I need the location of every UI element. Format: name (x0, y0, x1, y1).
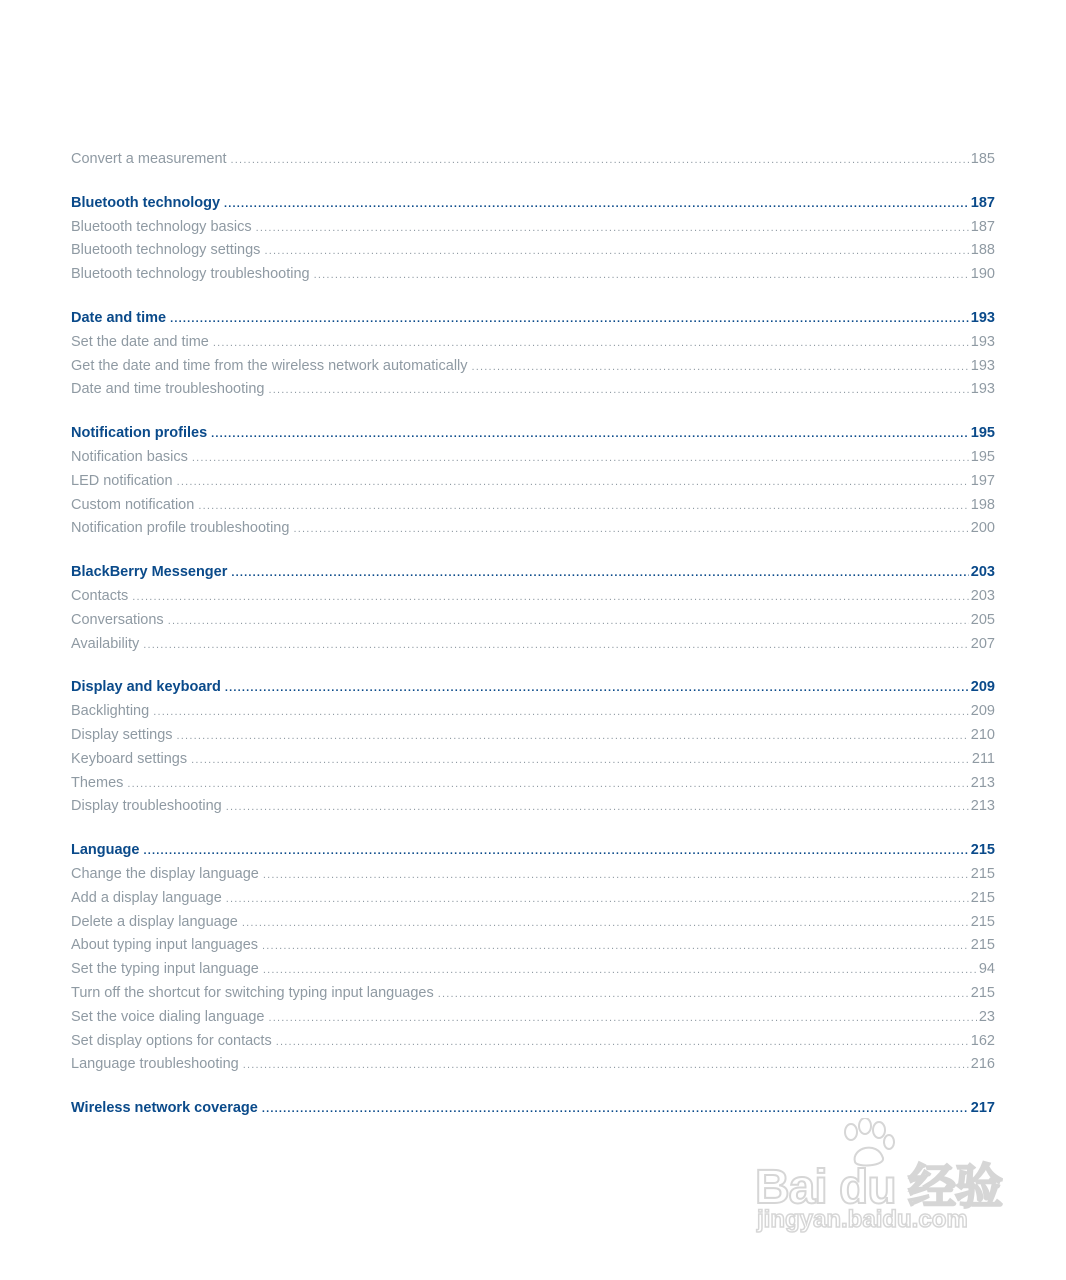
page-number: 200 (970, 520, 995, 537)
page-number: 205 (970, 611, 995, 628)
toc-section (71, 422, 995, 541)
toc-section (71, 561, 995, 656)
toc-entry[interactable] (71, 1053, 995, 1077)
page-number: 185 (970, 151, 995, 167)
dot-leader (153, 701, 969, 725)
toc-heading[interactable] (71, 422, 995, 446)
dot-leader (262, 935, 969, 959)
page-number: 215 (970, 842, 995, 859)
dot-leader (192, 447, 969, 471)
toc-entry-title: LED notification (71, 472, 173, 489)
page-number: 203 (970, 564, 995, 581)
toc-entry[interactable] (71, 1006, 995, 1030)
page-number: 190 (970, 266, 995, 283)
toc-entry[interactable] (71, 700, 995, 724)
dot-leader (276, 1031, 969, 1055)
page-number: 210 (970, 726, 995, 743)
table-of-contents (71, 148, 995, 1141)
toc-entry[interactable] (71, 934, 995, 958)
toc-heading[interactable] (71, 561, 995, 585)
toc-entry-title: Change the display language (71, 865, 259, 882)
toc-entry[interactable] (71, 216, 995, 240)
page-number: 187 (970, 194, 995, 211)
toc-heading-title: Language (71, 842, 140, 859)
dot-leader (143, 840, 968, 864)
toc-entry-title: Notification basics (71, 448, 188, 465)
dot-leader (264, 240, 968, 264)
toc-entry[interactable] (71, 982, 995, 1006)
toc-entry-title: Set the date and time (71, 333, 209, 350)
toc-entry-title: Bluetooth technology troubleshooting (71, 266, 310, 283)
page-number: 215 (970, 889, 995, 906)
dot-leader (225, 677, 969, 701)
toc-entry[interactable] (71, 585, 995, 609)
dot-leader (293, 518, 968, 542)
dot-leader (177, 471, 969, 495)
page-number: 211 (971, 750, 995, 767)
page-number: 215 (970, 937, 995, 954)
dot-leader (231, 562, 968, 586)
page-number: 207 (970, 635, 995, 652)
toc-entry-title: Add a display language (71, 889, 222, 906)
dot-leader (127, 773, 968, 797)
toc-entry-title: Date and time troubleshooting (71, 381, 265, 398)
dot-leader (226, 796, 969, 820)
toc-entry-title: Set the typing input language (71, 961, 259, 978)
watermark-url: jingyan.baidu.com (757, 1206, 968, 1233)
toc-entry-title: Delete a display language (71, 913, 238, 930)
toc-entry[interactable] (71, 517, 995, 541)
page-number: 193 (970, 333, 995, 350)
dot-leader (256, 217, 969, 241)
dot-leader (314, 264, 969, 288)
toc-entry-title: Bluetooth technology settings (71, 242, 261, 259)
page-number: 195 (970, 448, 995, 465)
toc-entry-title: Keyboard settings (71, 750, 188, 767)
page-number: 203 (970, 587, 995, 604)
toc-entry-title: Convert a measurement (71, 151, 227, 167)
toc-entry-title: Backlighting (71, 703, 150, 720)
dot-leader (438, 983, 969, 1007)
toc-heading-title: Display and keyboard (71, 679, 221, 696)
toc-entry-title: Set display options for contacts (71, 1032, 272, 1049)
dot-leader (263, 959, 977, 983)
page-number: 193 (970, 309, 995, 326)
toc-entry[interactable] (71, 239, 995, 263)
toc-entry[interactable] (71, 148, 995, 172)
page-number: 188 (970, 242, 995, 259)
page-number: 209 (970, 703, 995, 720)
toc-entry[interactable] (71, 263, 995, 287)
toc-heading-title: BlackBerry Messenger (71, 564, 228, 581)
dot-leader (177, 725, 969, 749)
page-number: 198 (970, 496, 995, 513)
page-number: 215 (970, 913, 995, 930)
dot-leader (263, 864, 969, 888)
dot-leader (268, 379, 968, 403)
toc-entry-title: About typing input languages (71, 937, 259, 954)
page-number: 213 (970, 774, 995, 791)
toc-entry[interactable] (71, 331, 995, 355)
toc-heading[interactable] (71, 307, 995, 331)
toc-heading[interactable] (71, 676, 995, 700)
dot-leader (472, 356, 969, 380)
page-number: 215 (970, 865, 995, 882)
dot-leader (191, 749, 970, 773)
toc-entry-title: Get the date and time from the wireless network automatically (71, 357, 468, 374)
toc-entry[interactable] (71, 1030, 995, 1054)
dot-leader (198, 495, 968, 519)
toc-entry[interactable] (71, 887, 995, 911)
toc-entry[interactable] (71, 958, 995, 982)
toc-entry[interactable] (71, 470, 995, 494)
toc-entry-title: Contacts (71, 587, 129, 604)
toc-entry[interactable] (71, 911, 995, 935)
dot-leader (226, 888, 969, 912)
dot-leader (211, 423, 969, 447)
toc-heading-title: Bluetooth technology (71, 194, 221, 211)
toc-section (71, 839, 995, 1077)
toc-entry-title: Themes (71, 774, 124, 791)
toc-entry[interactable] (71, 795, 995, 819)
dot-leader (170, 308, 969, 332)
toc-heading-title: Wireless network coverage (71, 1100, 258, 1117)
page-number: 162 (970, 1032, 995, 1049)
dot-leader (213, 332, 969, 356)
toc-section (71, 148, 995, 172)
page-number: 216 (970, 1056, 995, 1073)
toc-section (71, 307, 995, 402)
toc-entry[interactable] (71, 772, 995, 796)
toc-entry-title: Bluetooth technology basics (71, 218, 252, 235)
toc-entry[interactable] (71, 748, 995, 772)
page-number: 197 (970, 472, 995, 489)
toc-entry-title: Display troubleshooting (71, 798, 222, 815)
toc-entry[interactable] (71, 446, 995, 470)
dot-leader (231, 149, 969, 173)
toc-entry-title: Custom notification (71, 496, 195, 513)
dot-leader (243, 1054, 969, 1078)
page-number: 94 (978, 961, 995, 978)
toc-entry-title: Availability (71, 635, 140, 652)
toc-heading[interactable] (71, 192, 995, 216)
watermark-logo-text: Bai du 经验 (755, 1161, 1003, 1214)
toc-entry-title: Language troubleshooting (71, 1056, 239, 1073)
dot-leader (168, 610, 969, 634)
page-number: 217 (970, 1100, 995, 1117)
toc-entry-title: Conversations (71, 611, 164, 628)
toc-heading-title: Notification profiles (71, 425, 208, 442)
page-number: 209 (970, 679, 995, 696)
toc-entry-title: Display settings (71, 726, 173, 743)
baidu-watermark (755, 1118, 1005, 1248)
dot-leader (143, 634, 969, 658)
dot-leader (268, 1007, 976, 1031)
toc-entry[interactable] (71, 633, 995, 657)
page-number: 195 (970, 425, 995, 442)
dot-leader (242, 912, 969, 936)
toc-heading-title: Date and time (71, 309, 167, 326)
toc-heading[interactable] (71, 839, 995, 863)
page-number: 213 (970, 798, 995, 815)
dot-leader (224, 193, 969, 217)
page-number: 215 (970, 984, 995, 1001)
toc-entry[interactable] (71, 355, 995, 379)
page-number: 193 (970, 381, 995, 398)
toc-entry[interactable] (71, 494, 995, 518)
page-number: 23 (978, 1008, 995, 1025)
toc-entry[interactable] (71, 724, 995, 748)
dot-leader (132, 586, 969, 610)
page-number: 187 (970, 218, 995, 235)
toc-entry[interactable] (71, 378, 995, 402)
toc-entry-title: Turn off the shortcut for switching typing input languages (71, 984, 434, 1001)
toc-section (71, 676, 995, 819)
toc-entry[interactable] (71, 609, 995, 633)
toc-entry-title: Set the voice dialing language (71, 1008, 265, 1025)
page-number: 193 (970, 357, 995, 374)
toc-entry[interactable] (71, 863, 995, 887)
toc-section (71, 192, 995, 287)
toc-entry-title: Notification profile troubleshooting (71, 520, 290, 537)
